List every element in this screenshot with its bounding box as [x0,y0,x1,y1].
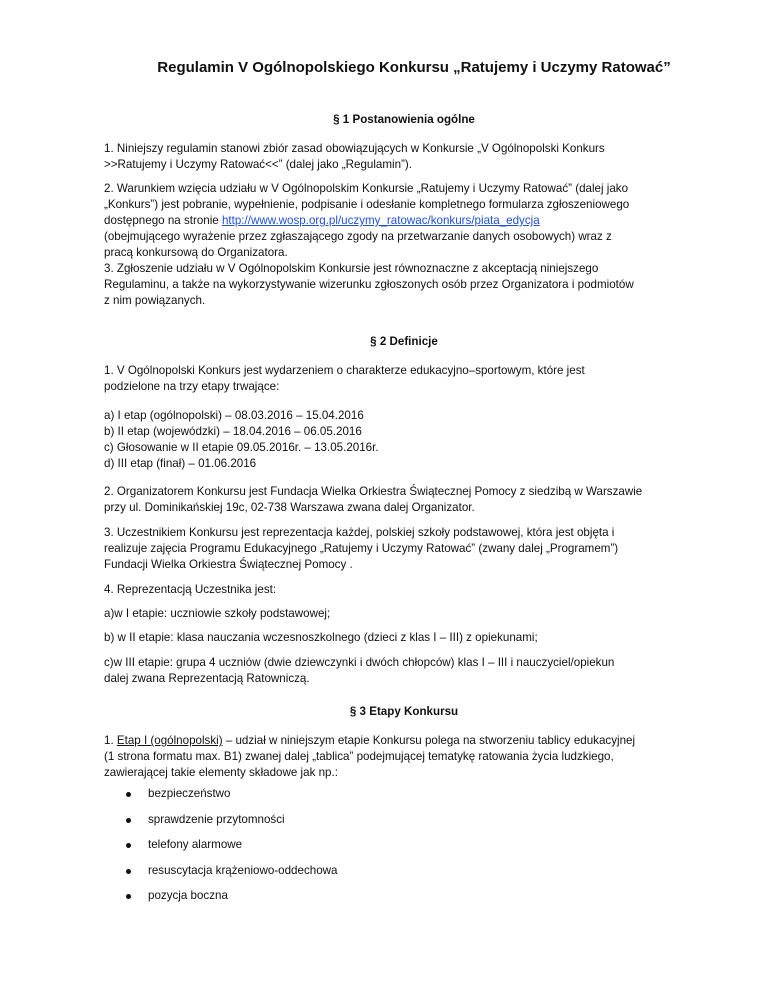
section-2-paragraph-4c [104,655,704,687]
text-line: b) w II etapie: klasa nauczania wczesnoszkolnego (dzieci z klas I – III) z opiekunami; [104,631,538,644]
text-line: 2. Warunkiem wzięcia udziału w V Ogólnopolskim Konkursie „Ratujemy i Uczymy Ratować” (dalej jako [104,182,629,195]
text-line: 2. Organizatorem Konkursu jest Fundacja Wielka Orkiestra Świątecznej Pomocy z siedzibą w Warszawie [104,485,643,498]
text-fragment: dostępnego na stronie [104,214,222,227]
section-1-paragraph-2 [104,181,704,261]
topic-bullet-list [126,786,337,914]
text-line: zawierającej takie elementy składowe jak np.: [104,766,338,779]
section-2-paragraph-2 [104,484,704,516]
text-line: realizuje zajęcia Programu Edukacyjnego „Ratujemy i Uczymy Ratować” (zwany dalej „Programem”) [104,542,619,555]
section-2-heading: § 2 Definicje [370,335,438,348]
contest-stages-list [104,408,704,472]
text-line: (1 strona formatu max. B1) zwanej dalej „tablica” podejmującej tematykę ratowania życia ludzkiego, [104,750,614,763]
document-title: Regulamin V Ogólnopolskiego Konkursu „Ratujemy i Uczymy Ratować” [157,59,671,76]
section-2-paragraph-3 [104,525,704,573]
text-line: dalej zwana Reprezentacją Ratowniczą. [104,672,310,685]
text-line: Regulaminu, a także na wykorzystywanie wizerunku zgłoszonych osób przez Organizatora i podmiotów [104,278,634,291]
section-2-paragraph-4a [104,606,704,622]
text-line: 1. Niniejszy regulamin stanowi zbiór zasad obowiązujących w Konkursie „V Ogólnopolski Konkurs [104,142,605,155]
list-item [126,837,337,863]
section-3-heading: § 3 Etapy Konkursu [349,705,459,718]
text-line: Fundacji Wielka Orkiestra Świątecznej Pomocy . [104,558,353,571]
text-line: 4. Reprezentacją Uczestnika jest: [104,583,277,596]
list-item-label: bezpieczeństwo [148,787,231,800]
list-item [126,812,337,838]
text-fragment: – udział w niniejszym etapie Konkursu polega na stworzeniu tablicy edukacyjnej [222,734,636,747]
stage-item: b) II etap (wojewódzki) – 18.04.2016 – 06.05.2016 [104,425,362,438]
text-line [104,213,704,229]
section-1-paragraph-1 [104,141,704,173]
list-item-label: telefony alarmowe [148,838,243,851]
bullet-icon [126,843,131,848]
text-line: przy ul. Dominikańskiej 19c, 02-738 Warszawa zwana dalej Organizator. [104,501,475,514]
section-2-paragraph-4b [104,630,704,646]
text-line: podzielone na trzy etapy trwające: [104,380,280,393]
bullet-icon [126,792,131,797]
stage-1-label: Etap I (ogólnopolski) [116,734,223,747]
list-item [126,888,337,914]
section-3-paragraph-1 [104,733,704,781]
text-line: (obejmującego wyrażenie przez zgłaszającego zgody na przetwarzanie danych osobowych) wraz z [104,230,612,243]
stage-item: a) I etap (ogólnopolski) – 08.03.2016 – 15.04.2016 [104,409,364,422]
list-item-label: resuscytacja krążeniowo-oddechowa [148,863,338,877]
text-line: c)w III etapie: grupa 4 uczniów (dwie dziewczynki i dwóch chłopców) klas I – III i nauczyciel/opiekun [104,656,615,669]
stage-item: c) Głosowanie w II etapie 09.05.2016r. – 13.05.2016r. [104,441,379,454]
section-2-paragraph-4 [104,582,704,598]
list-item-label: pozycja boczna [148,889,228,902]
list-item-label: sprawdzenie przytomności [148,812,285,826]
list-item [126,863,337,889]
text-line: 3. Uczestnikiem Konkursu jest reprezentacja każdej, polskiej szkoły podstawowej, która jest objęta i [104,526,615,539]
contest-form-link[interactable]: http://www.wosp.org.pl/uczymy_ratowac/konkurs/piata_edycja [221,214,540,227]
list-item [126,786,337,812]
text-line: a)w I etapie: uczniowie szkoły podstawowej; [104,607,331,620]
text-line [104,733,704,749]
text-line: >>Ratujemy i Uczymy Ratować<<” (dalej jako „Regulamin”). [104,158,412,171]
text-line: 1. V Ogólnopolski Konkurs jest wydarzeniem o charakterze edukacyjno–sportowym, które jest [104,364,585,377]
text-line: 3. Zgłoszenie udziału w V Ogólnopolskim Konkursie jest równoznaczne z akceptacją niniejszego [104,262,599,275]
section-2-paragraph-1 [104,363,704,395]
section-1-heading: § 1 Postanowienia ogólne [333,113,475,126]
bullet-icon [126,818,131,823]
bullet-icon [126,894,131,899]
text-line: pracą konkursową do Organizatora. [104,246,288,259]
text-fragment: 1. [104,734,117,747]
bullet-icon [126,869,131,874]
stage-item: d) III etap (finał) – 01.06.2016 [104,457,257,470]
text-line: „Konkurs”) jest pobranie, wypełnienie, podpisanie i odesłanie kompletnego formularza zgłoszeniowego [104,198,630,211]
text-line: z nim powiązanych. [104,294,206,307]
section-1-paragraph-3 [104,261,704,309]
